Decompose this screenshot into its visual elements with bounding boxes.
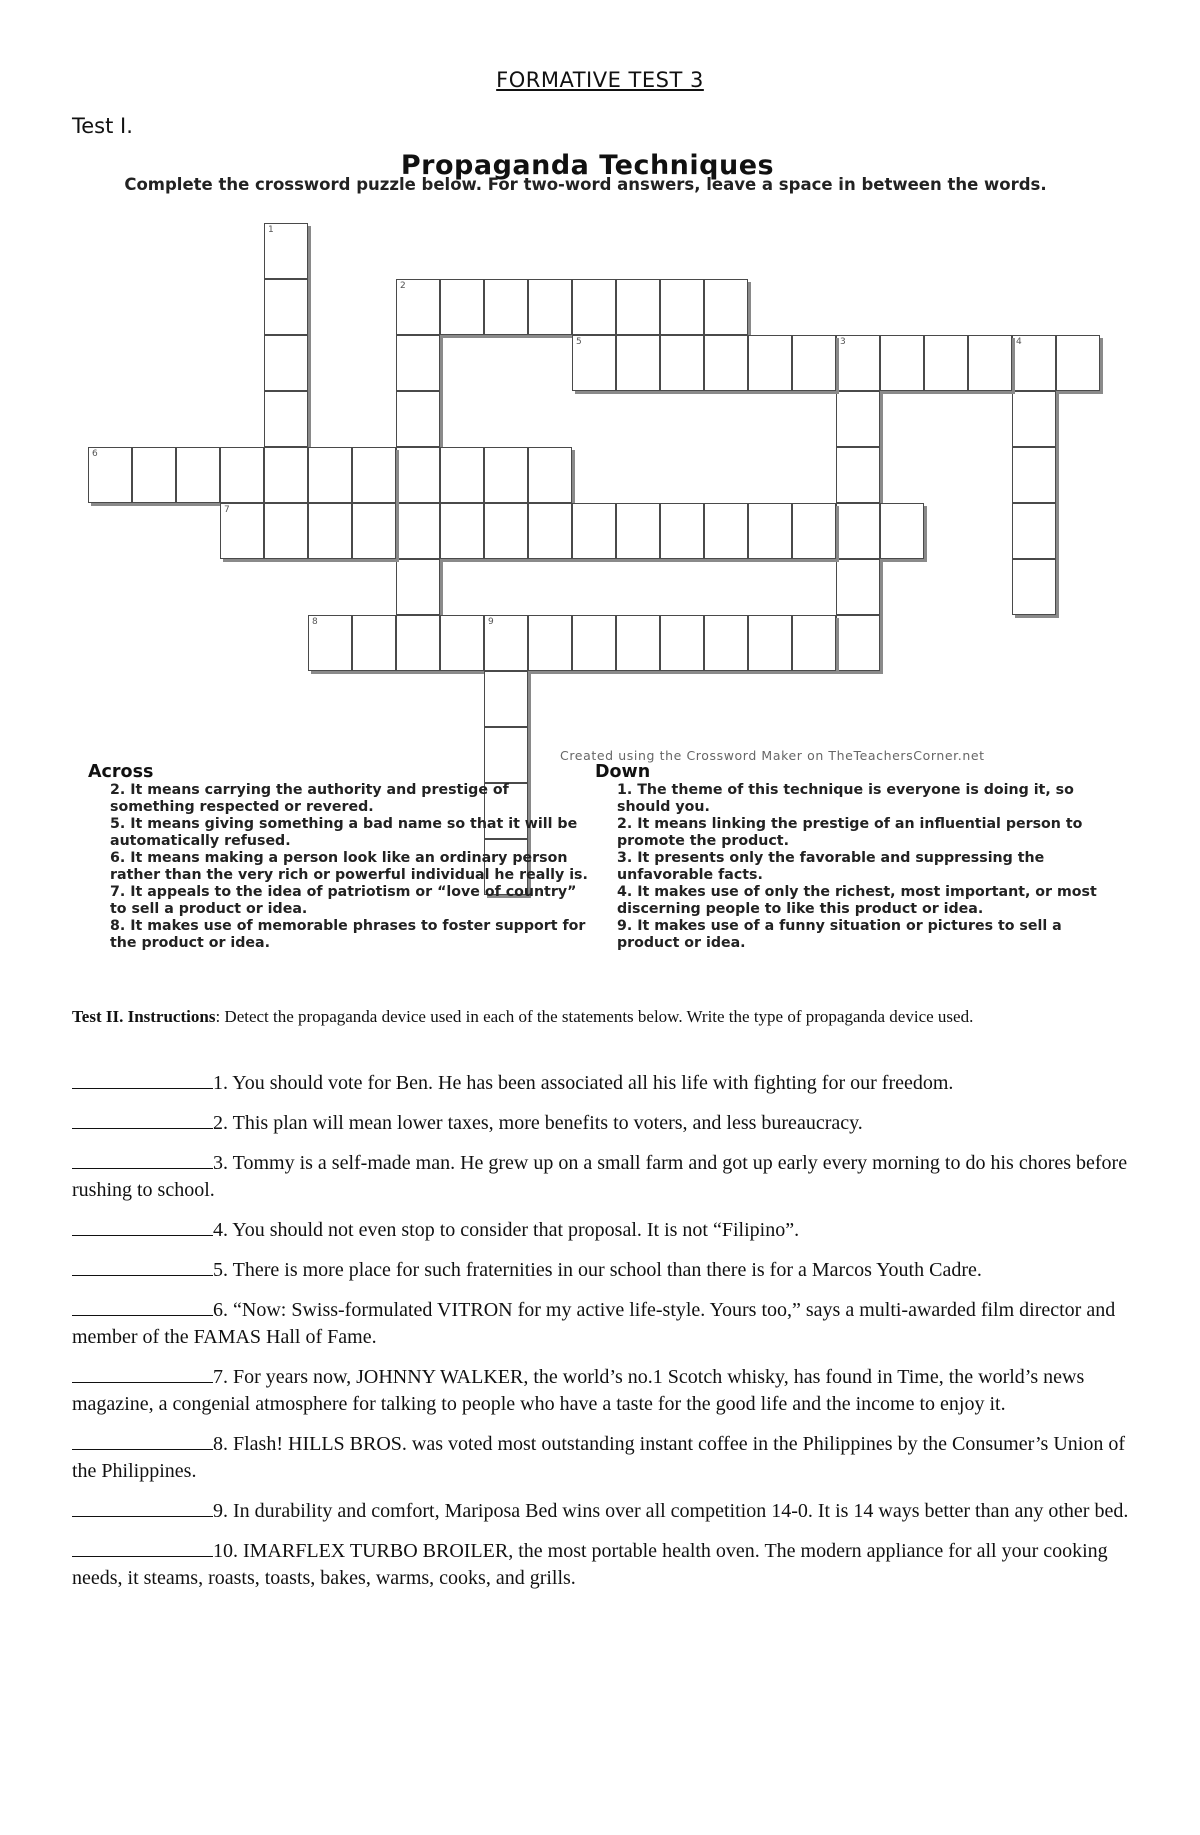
answer-blank[interactable] [72, 1297, 213, 1316]
crossword-cell[interactable] [352, 503, 396, 559]
crossword-cell[interactable] [396, 559, 440, 615]
crossword-cell[interactable] [660, 503, 704, 559]
crossword-cell[interactable] [1012, 335, 1056, 391]
crossword-cell[interactable] [572, 503, 616, 559]
crossword-cell[interactable] [880, 503, 924, 559]
crossword-cell[interactable] [1012, 559, 1056, 615]
across-clue: 5. It means giving something a bad name so that it will be automatically refused. [110, 816, 578, 849]
crossword-cell[interactable] [396, 447, 440, 503]
crossword-cell[interactable] [484, 615, 528, 671]
answer-blank[interactable] [72, 1070, 213, 1089]
crossword-cell[interactable] [660, 335, 704, 391]
crossword-cell[interactable] [176, 447, 220, 503]
crossword-cell[interactable] [308, 503, 352, 559]
across-clue: 8. It makes use of memorable phrases to foster support for the product or idea. [110, 918, 586, 951]
test2-items [72, 1070, 1142, 1605]
crossword-cell[interactable] [484, 279, 528, 335]
crossword-cell[interactable] [704, 615, 748, 671]
cell-number: 7 [224, 505, 230, 515]
cell-number: 9 [488, 617, 494, 627]
crossword-cell[interactable] [484, 671, 528, 727]
crossword-cell[interactable] [484, 727, 528, 783]
crossword-cell[interactable] [968, 335, 1012, 391]
answer-blank[interactable] [72, 1257, 213, 1276]
document-title: FORMATIVE TEST 3 [496, 68, 704, 92]
down-clue: 9. It makes use of a funny situation or pictures to sell a product or idea. [617, 918, 1062, 951]
crossword-cell[interactable] [836, 559, 880, 615]
crossword-cell[interactable] [660, 279, 704, 335]
cell-number: 8 [312, 617, 318, 627]
answer-blank[interactable] [72, 1364, 213, 1383]
crossword-cell[interactable] [396, 503, 440, 559]
crossword-cell[interactable] [220, 503, 264, 559]
crossword-cell[interactable] [264, 335, 308, 391]
crossword-cell[interactable] [1056, 335, 1100, 391]
crossword-cell[interactable] [616, 279, 660, 335]
answer-blank[interactable] [72, 1150, 213, 1169]
crossword-credit: Created using the Crossword Maker on TheTeachersCorner.net [560, 748, 985, 763]
crossword-cell[interactable] [528, 279, 572, 335]
across-heading: Across [88, 762, 154, 782]
crossword-cell[interactable] [220, 447, 264, 503]
down-clue: 3. It presents only the favorable and suppressing the unfavorable facts. [617, 850, 1045, 883]
cell-number: 4 [1016, 337, 1022, 347]
across-clue: 7. It appeals to the idea of patriotism or “love of country” to sell a product or idea. [110, 884, 577, 917]
test-item: 10. IMARFLEX TURBO BROILER, the most portable health oven. The modern appliance for all your cooking needs, it steams, roasts, toasts, bakes, warms, cooks, and grills. [72, 1540, 1108, 1589]
test-item: 7. For years now, JOHNNY WALKER, the world’s no.1 Scotch whisky, has found in Time, the world’s news magazine, a congenial atmosphere for talking to people who have a taste for the good life and the income to enjoy it. [72, 1366, 1085, 1415]
across-clue: 6. It means making a person look like an ordinary person rather than the very rich or powerful individual he really is. [110, 850, 588, 883]
crossword-cell[interactable] [748, 615, 792, 671]
crossword-cell[interactable] [704, 279, 748, 335]
test-item: 1. You should vote for Ben. He has been associated all his life with fighting for our freedom. [72, 1070, 1142, 1097]
crossword-cell[interactable] [1012, 503, 1056, 559]
crossword-cell[interactable] [352, 447, 396, 503]
crossword-grid [0, 0, 1200, 780]
cell-number: 2 [400, 281, 406, 291]
across-clue: 2. It means carrying the authority and prestige of something respected or revered. [110, 782, 509, 815]
cell-number: 6 [92, 449, 98, 459]
crossword-cell[interactable] [924, 335, 968, 391]
crossword-cell[interactable] [836, 391, 880, 447]
crossword-cell[interactable] [396, 391, 440, 447]
crossword-cell[interactable] [660, 615, 704, 671]
crossword-cell[interactable] [748, 335, 792, 391]
crossword-cell[interactable] [484, 447, 528, 503]
test-item: 6. “Now: Swiss-formulated VITRON for my active life-style. Yours too,” says a multi-awarded film director and member of the FAMAS Hall of Fame. [72, 1299, 1116, 1348]
crossword-cell[interactable] [836, 615, 880, 671]
cell-number: 3 [840, 337, 846, 347]
crossword-cell[interactable] [1012, 447, 1056, 503]
crossword-cell[interactable] [616, 335, 660, 391]
test1-label: Test I. [72, 114, 133, 138]
test-item: 3. Tommy is a self-made man. He grew up on a small farm and got up early every morning to do his chores before rushing to school. [72, 1152, 1128, 1201]
crossword-cell[interactable] [308, 447, 352, 503]
crossword-cell[interactable] [88, 447, 132, 503]
crossword-cell[interactable] [1012, 391, 1056, 447]
answer-blank[interactable] [72, 1110, 213, 1129]
down-clue: 4. It makes use of only the richest, most important, or most discerning people to like this product or idea. [617, 884, 1097, 917]
crossword-cell[interactable] [264, 503, 308, 559]
answer-blank[interactable] [72, 1538, 213, 1557]
crossword-cell[interactable] [880, 335, 924, 391]
down-clue: 2. It means linking the prestige of an influential person to promote the product. [617, 816, 1083, 849]
answer-blank[interactable] [72, 1498, 213, 1517]
crossword-cell[interactable] [308, 615, 352, 671]
crossword-cell[interactable] [528, 447, 572, 503]
crossword-cell[interactable] [264, 223, 308, 279]
crossword-cell[interactable] [132, 447, 176, 503]
crossword-cell[interactable] [836, 335, 880, 391]
crossword-cell[interactable] [264, 447, 308, 503]
crossword-cell[interactable] [704, 503, 748, 559]
crossword-cell[interactable] [616, 503, 660, 559]
test-item: 2. This plan will mean lower taxes, more benefits to voters, and less bureaucracy. [72, 1110, 1142, 1137]
test2-label: Test II. Instructions [72, 1007, 216, 1026]
crossword-cell[interactable] [528, 503, 572, 559]
crossword-cell[interactable] [616, 615, 660, 671]
crossword-cell[interactable] [792, 503, 836, 559]
crossword-cell[interactable] [440, 447, 484, 503]
down-heading: Down [595, 762, 651, 782]
puzzle-instructions: Complete the crossword puzzle below. For two-word answers, leave a space in between the words. [124, 175, 1047, 194]
crossword-cell[interactable] [440, 279, 484, 335]
crossword-cell[interactable] [704, 335, 748, 391]
crossword-cell[interactable] [396, 615, 440, 671]
cell-number: 1 [268, 225, 274, 235]
crossword-cell[interactable] [748, 503, 792, 559]
cell-number: 5 [576, 337, 582, 347]
test-item: 4. You should not even stop to consider that proposal. It is not “Filipino”. [72, 1217, 1142, 1244]
across-clue-list [110, 782, 590, 952]
crossword-cell[interactable] [572, 335, 616, 391]
crossword-cell[interactable] [572, 615, 616, 671]
down-clue-list [617, 782, 1097, 952]
puzzle-title: Propaganda Techniques [400, 150, 775, 181]
crossword-cell[interactable] [484, 503, 528, 559]
crossword-cell[interactable] [396, 279, 440, 335]
crossword-cell[interactable] [440, 615, 484, 671]
crossword-cell[interactable] [352, 615, 396, 671]
test-item: 5. There is more place for such fraternities in our school than there is for a Marcos Youth Cadre. [72, 1257, 1142, 1284]
test-item: 9. In durability and comfort, Mariposa Bed wins over all competition 14-0. It is 14 ways better than any other bed. [72, 1498, 1142, 1525]
crossword-cell[interactable] [836, 503, 880, 559]
crossword-cell[interactable] [792, 335, 836, 391]
test-item: 8. Flash! HILLS BROS. was voted most outstanding instant coffee in the Philippines by the Consumer’s Union of the Philippines. [72, 1433, 1125, 1482]
answer-blank[interactable] [72, 1217, 213, 1236]
crossword-cell[interactable] [396, 335, 440, 391]
crossword-cell[interactable] [264, 279, 308, 335]
down-clue: 1. The theme of this technique is everyone is doing it, so should you. [617, 782, 1074, 815]
test2-instructions: Test II. Instructions: Detect the propaganda device used in each of the statements below. Write the type of propaganda device used. [72, 1007, 974, 1026]
crossword-cell[interactable] [792, 615, 836, 671]
crossword-cell[interactable] [440, 503, 484, 559]
crossword-cell[interactable] [264, 391, 308, 447]
crossword-cell[interactable] [528, 615, 572, 671]
answer-blank[interactable] [72, 1431, 213, 1450]
crossword-cell[interactable] [572, 279, 616, 335]
crossword-cell[interactable] [836, 447, 880, 503]
